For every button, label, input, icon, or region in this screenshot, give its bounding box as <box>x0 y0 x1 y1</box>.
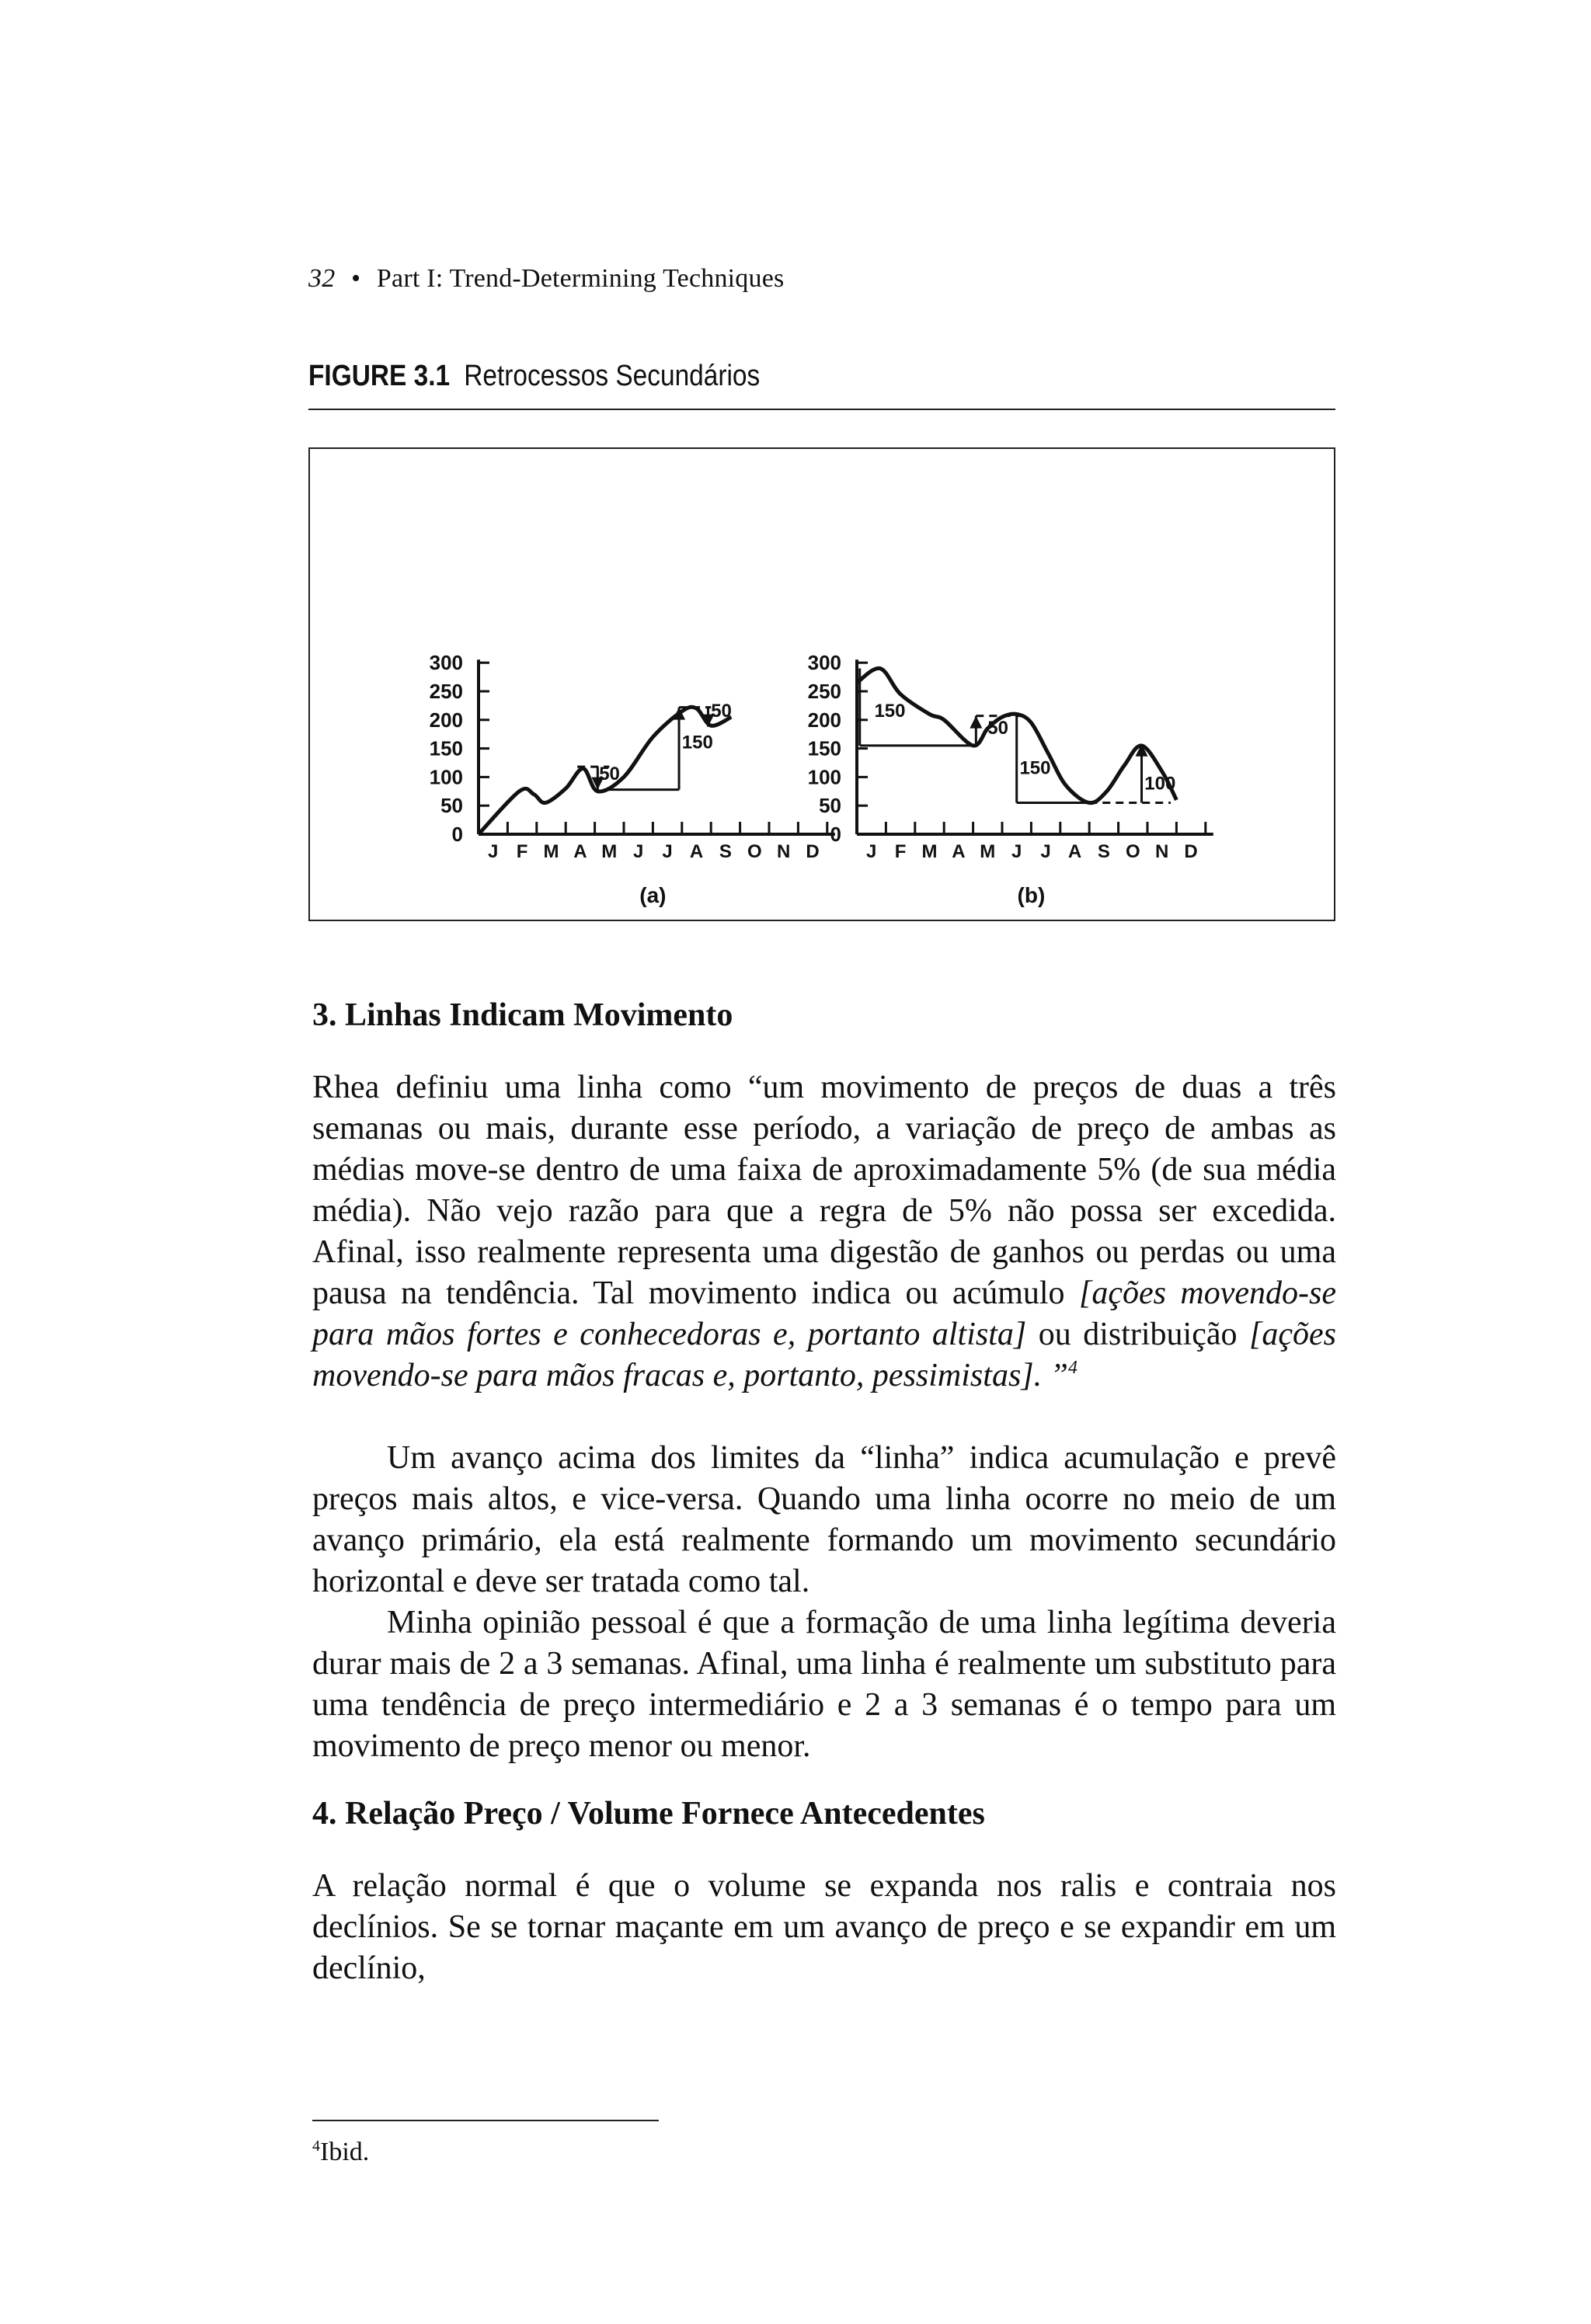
paragraph-text: Rhea definiu uma linha como “um movimento de preços de duas a três semanas ou mais, durante esse período, a variação de preço de ambas as médias move-se dentro de uma faixa de aproximadamente 5% (de sua média média). Não vejo razão para que a regra de 5% não possa ser excedida. Afinal, isso realmente representa uma digestão de ganhos ou perdas ou uma pausa na tendência. Tal movimento indica ou acúmulo <box>312 1070 1336 1311</box>
figure-label: FIGURE 3.1 <box>308 360 451 392</box>
x-tick-label: S <box>719 841 732 862</box>
section-3-paragraph-3: Minha opinião pessoal é que a formação de uma linha legítima deveria durar mais de 2 a 3 semanas. Afinal, uma linha é realmente um substituto para uma tendência de preço intermediário e 2 a 3 semanas é o tempo para um movimento de preço menor ou menor. <box>312 1605 1336 1764</box>
figure-box <box>308 447 1335 921</box>
x-tick-label: N <box>1155 841 1169 862</box>
x-tick-label: D <box>806 841 820 862</box>
annotation-label: 150 <box>681 732 713 753</box>
x-tick-label: J <box>488 841 499 862</box>
x-tick-label: J <box>1011 841 1022 862</box>
annotation-label: 150 <box>1019 757 1051 779</box>
x-tick-label: M <box>980 841 996 862</box>
section-3-paragraph-1 <box>312 1067 1336 1397</box>
y-tick-label: 150 <box>807 736 841 760</box>
section-4-paragraph-1: A relação normal é que o volume se expanda nos ralis e contraia nos declínios. Se se tornar maçante em um avanço de preço e se expandir em um declínio, <box>312 1868 1336 1986</box>
paragraph-italic-2: [ações movendo-se para mãos fracas e, portanto, pessimistas]. ” <box>312 1317 1336 1393</box>
figure-caption <box>308 360 760 393</box>
y-tick-label: 100 <box>429 765 463 789</box>
footnote <box>312 2138 369 2167</box>
annotation-label: 50 <box>711 701 732 722</box>
panel-label: (a) <box>639 883 667 907</box>
x-tick-label: M <box>601 841 618 862</box>
footnote-rule <box>312 2120 659 2121</box>
footnote-marker: 4 <box>312 2138 320 2155</box>
footnote-ref: 4 <box>1068 1358 1077 1378</box>
x-tick-label: J <box>1040 841 1051 862</box>
y-tick-label: 0 <box>830 823 841 846</box>
y-tick-label: 50 <box>440 794 463 818</box>
x-tick-label: O <box>1125 841 1140 862</box>
figure-caption-text: Retrocessos Secundários <box>464 360 761 392</box>
paragraph-italic-1: [ações movendo-se para mãos fortes e conhecedoras e, portanto altista] <box>312 1275 1336 1352</box>
y-tick-label: 300 <box>807 651 841 675</box>
x-tick-label: A <box>689 841 704 862</box>
y-tick-label: 200 <box>807 708 841 732</box>
paragraph-text: ou distribuição <box>1026 1317 1250 1352</box>
x-tick-label: A <box>573 841 587 862</box>
panel-label: (b) <box>1017 883 1046 907</box>
y-tick-label: 150 <box>429 736 463 760</box>
x-tick-label: A <box>952 841 966 862</box>
x-tick-label: O <box>747 841 762 862</box>
x-tick-label: F <box>894 841 907 862</box>
annotation-label: 50 <box>599 764 620 785</box>
x-tick-label: D <box>1184 841 1198 862</box>
annotation-label: 150 <box>874 701 906 722</box>
section-3-paragraph-2: Um avanço acima dos limites da “linha” indica acumulação e prevê preços mais altos, e vice-versa. Quando uma linha ocorre no meio de um avanço primário, ela está realmente formando um movimento secundário horizontal e deve ser tratada como tal. <box>312 1440 1336 1599</box>
section-4-heading: 4. Relação Preço / Volume Fornece Antecedentes <box>312 1796 985 1832</box>
y-tick-label: 0 <box>451 823 463 846</box>
x-tick-label: J <box>866 841 877 862</box>
section-3-heading: 3. Linhas Indicam Movimento <box>312 997 733 1033</box>
page-number: 32 <box>308 264 336 293</box>
y-tick-label: 50 <box>819 794 841 818</box>
footnote-text: Ibid. <box>320 2138 370 2166</box>
y-tick-label: 250 <box>807 680 841 703</box>
annotation-label: 50 <box>987 718 1009 739</box>
x-tick-label: F <box>516 841 528 862</box>
x-tick-label: J <box>633 841 644 862</box>
annotation-label: 100 <box>1144 773 1176 795</box>
y-tick-label: 300 <box>429 651 463 675</box>
x-tick-label: N <box>777 841 791 862</box>
x-tick-label: S <box>1097 841 1110 862</box>
y-tick-label: 250 <box>429 680 463 703</box>
x-tick-label: M <box>921 841 938 862</box>
y-tick-label: 100 <box>807 765 841 789</box>
running-head <box>308 264 784 294</box>
y-tick-label: 200 <box>429 708 463 732</box>
x-tick-label: A <box>1067 841 1082 862</box>
advance-arrow-head <box>970 716 982 729</box>
x-tick-label: J <box>662 841 673 862</box>
figure-charts <box>310 449 1334 920</box>
running-head-title: Part I: Trend-Determining Techniques <box>376 264 785 293</box>
figure-rule <box>308 409 1335 410</box>
running-head-separator: • <box>351 264 361 293</box>
x-tick-label: M <box>543 841 559 862</box>
